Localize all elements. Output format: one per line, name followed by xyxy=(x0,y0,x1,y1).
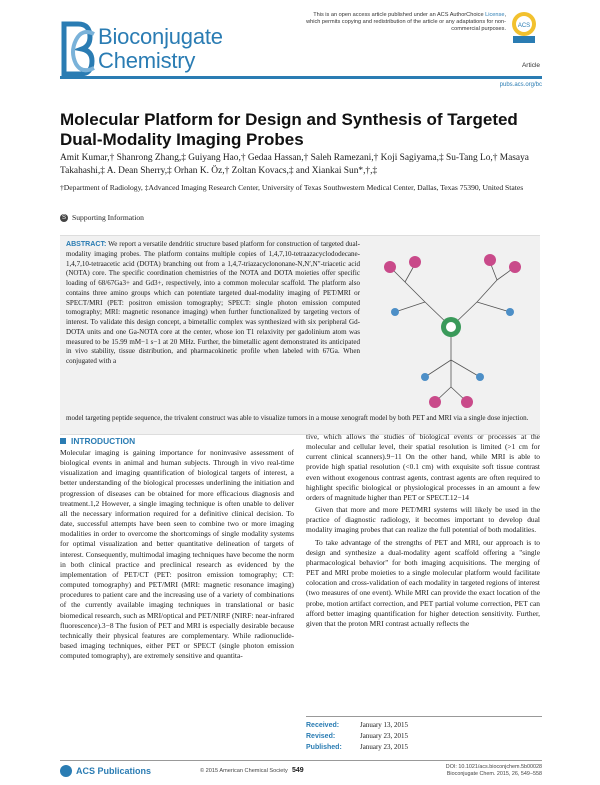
date-revised: Revised: January 23, 2015 xyxy=(306,732,409,740)
intro-paragraph: To take advantage of the strengths of PET and MRI, our approach is to design and synthesize a dual-modality agent scaffold offering a "single pharmacological behavior" for both imaging acquisitions. The merging of PET and MRI probe moieties to a single molecular platform would facilitate colocation and cross-validation of each modality in targeted regions of interest (two measures of one event). While MRI can provide the exact location of the probe, motion artifact correction, and PET partial volume correction, PET can afford better imaging quantification for higher detection sensitivity. Further, given that the proton MRI contrast actually reflects the xyxy=(306,537,540,628)
article-type: Article xyxy=(521,62,540,69)
journal-name-line2: Chemistry xyxy=(98,48,196,73)
article-title: Molecular Platform for Design and Synthesis of Targeted Dual-Modality Imaging Probes xyxy=(60,110,518,149)
section-marker-icon xyxy=(60,438,66,444)
author-list: Amit Kumar,† Shanrong Zhang,‡ Guiyang Hao,† Gedaa Hassan,† Saleh Ramezani,† Koji Sagiyama,‡ Su-Tang Lo,† Masaya Takahashi,‡ A. Dean Sherry,‡ Orhan K. Öz,† Zoltan Kovacs,‡ and Xiankai Sun*,†,‡ xyxy=(60,153,529,176)
supporting-info-icon: S xyxy=(61,214,66,221)
journal-logo-icon xyxy=(60,20,96,78)
acs-publications-logo: ACS Publications xyxy=(60,765,151,777)
section-heading-introduction: INTRODUCTION xyxy=(60,436,135,446)
intro-paragraph: Molecular imaging is gaining importance for noninvasive assessment of biological events in animal and human subjects. Through in vivo real-time visualization and imaging quantification of biological targets of interest, a better understanding of the biological processes underlining the initiation and progression of diseases can be obtained for more efficacious diagnosis and treatment.1,2 However, a single imaging technique is often unable to deliver all the necessary information required for a definitive clinical decision. To date, successful attempts have been seen to combine two or more imaging modalities in order to overcome the shortcomings of single modality systems for optimal visualization and better quantitative delineation of targets of interest. Consequently, multimodal imaging techniques have become the norm in both clinical practice and preclinical research as evidenced by the implementation of PET/CT (PET: positron emission tomography; CT: computed tomography) and PET/MRI (MRI: magnetic resonance imaging) procedures to patient care and the increasing use of a variety of combinations of the currently available imaging techniques in translational or basic biomedical research, such as MRI/optical and PET/NIRF (NIRF: near-infrared fluorescence).3−8 The fusion of PET and MRI is especially desirable because technically their physical features are complementary. While radionuclide-based imaging techniques, either PET or SPECT (single photon emission computed tomography), are extremely sensitive and quantita- xyxy=(60,448,294,661)
abstract-continued: model targeting peptide sequence, the trivalent construct was able to visualize tumors in a mouse xenograft model by both PET and MRI via a single dose injection. xyxy=(66,414,529,422)
intro-left-column xyxy=(60,448,294,663)
doi-citation xyxy=(410,764,542,778)
acs-authorchoice-badge-icon xyxy=(510,10,538,44)
intro-paragraph: Given that more and more PET/MRI systems will likely be used in the practice of diagnostic radiology, it becomes important to develop dual modality imaging probes that can realize the full potential of both modalities. xyxy=(306,505,540,535)
svg-text:ACS: ACS xyxy=(517,23,531,29)
date-received: Received: January 13, 2015 xyxy=(306,721,409,729)
affiliation: †Department of Radiology, ‡Advanced Imaging Research Center, University of Texas Southwestern Medical Center, Dallas, Texas 75390, United States xyxy=(60,183,524,192)
header-rule xyxy=(60,76,542,79)
intro-right-column xyxy=(306,432,540,631)
journal-name-line1: Bioconjugate xyxy=(98,24,223,49)
intro-paragraph: tive, which allows the studies of biological events or processes at the molecular and cellular level, their spatial resolution is limited (>1 cm for current clinical scanners).9−11 On the other hand, while MRI is able to provide high spatial resolution (<0.1 cm) with exquisite soft tissue contrast even without exogenous contrast agents, contrast agents are often required to highlight specific biological or physiological processes in an amount a few orders of magnitude higher than PET or SPECT.12−14 xyxy=(306,432,540,502)
abstract-label: ABSTRACT: xyxy=(66,241,107,248)
page-number: 549 xyxy=(292,767,304,774)
open-access-notice: This is an open access article published under an ACS AuthorChoice License, which permits copying and redistribution of the article or any adaptations for non-commercial purposes. xyxy=(306,12,506,32)
license-link[interactable]: License xyxy=(485,12,505,18)
acs-logo-icon xyxy=(60,765,72,777)
abstract xyxy=(66,240,360,367)
toc-graphic-molecular-structure-icon xyxy=(365,242,537,412)
footer-rule xyxy=(60,760,542,761)
publication-dates xyxy=(306,716,542,753)
journal-site-link[interactable]: pubs.acs.org/bc xyxy=(499,82,542,88)
abstract-body: We report a versatile dendritic structure based platform for construction of targeted dual-modality imaging probes. The platform contains multiple copies of 1,4,7,10-tetraazacyclododecane-1,4,7,10-tetraacetic acid (DOTA) branching out from a 1,4,7-triazacyclononane-N,N′,N″-triacetic acid (NOTA) core. The specific coordination chemistries of the NOTA and DOTA moieties offer specific loading of 68/67Ga3+ and Gd3+, respectively, into a common molecular scaffold. The platform also contains three amino groups which can potentiate targeted dual-modality imaging of PET/MRI or SPECT/MRI (PET: positron emission tomography; SPECT: single photon emission computed tomography; MRI: magnetic resonance imaging) when further functionalized by targeting vectors of interest. To validate this design concept, a bimetallic complex was synthesized with six peripheral Gd-DOTA units and one Ga-NOTA core at the center, whose ion T1 relaxivity per gadolinium atom was measured to be 15.99 mM−1 s−1 at 20 MHz. Further, the bimetallic agent demonstrated its anticipated in vivo stability, tissue distribution, and pharmacokinetic profile when labeled with 67Ga. When conjugated with a xyxy=(66,240,360,365)
copyright: © 2015 American Chemical Society xyxy=(200,768,288,774)
doi-link[interactable]: DOI: 10.1021/acs.bioconjchem.5b00028 xyxy=(445,764,542,770)
supporting-information-link[interactable]: S Supporting Information xyxy=(61,213,144,222)
date-published: Published: January 23, 2015 xyxy=(306,743,409,751)
citation: Bioconjugate Chem. 2015, 26, 549−558 xyxy=(446,771,542,777)
